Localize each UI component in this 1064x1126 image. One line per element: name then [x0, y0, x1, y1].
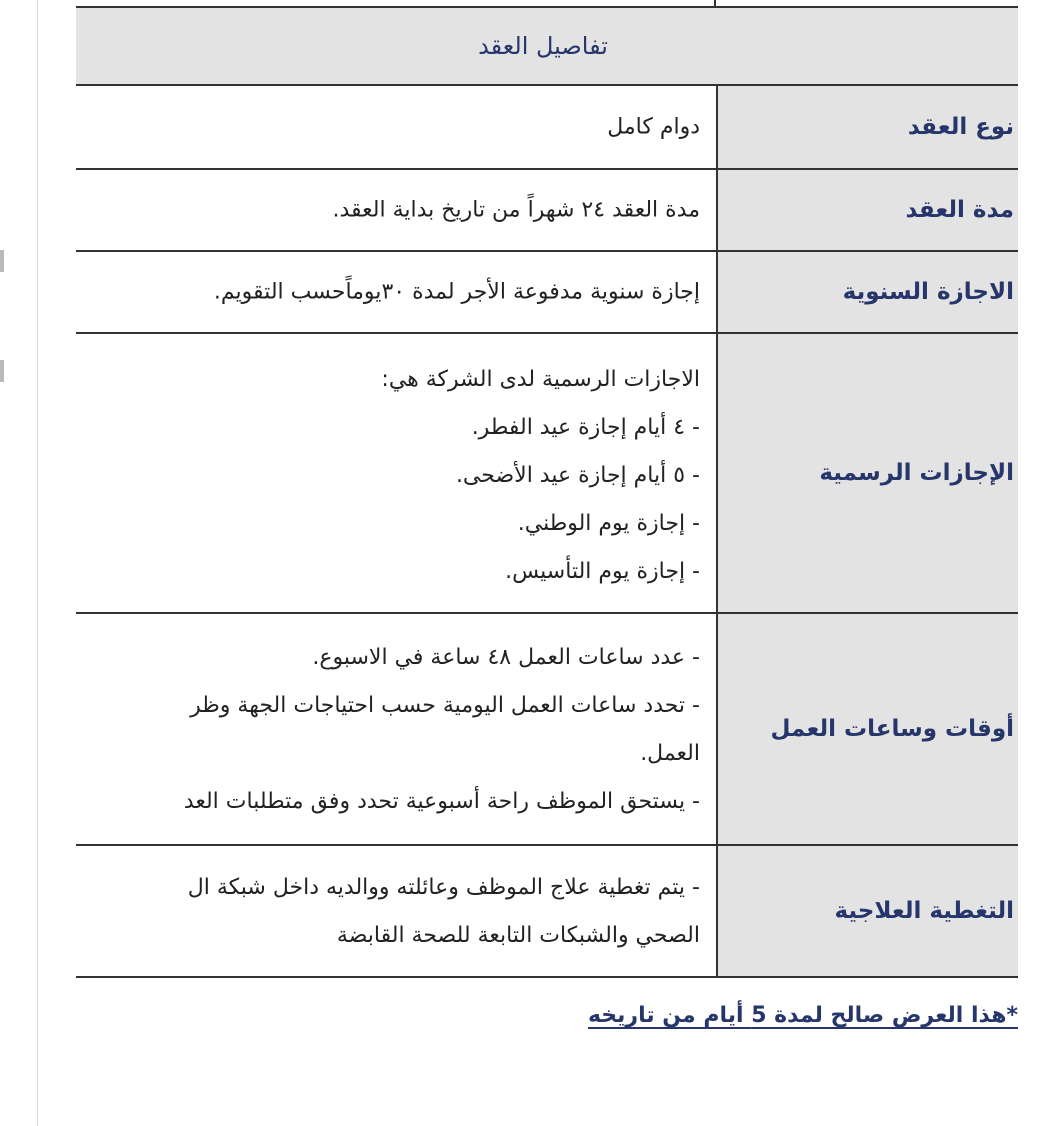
row-value-line: - تحدد ساعات العمل اليومية حسب احتياجات الجهة وظر	[190, 693, 700, 718]
row-value-line: - عدد ساعات العمل ٤٨ ساعة في الاسبوع.	[312, 645, 700, 670]
row-value	[76, 846, 716, 976]
table-row-official-holidays	[76, 334, 1018, 614]
row-label: مدة العقد	[716, 170, 1018, 250]
page-edge	[37, 0, 38, 1126]
row-value	[76, 170, 716, 250]
row-value-line: الصحي والشبكات التابعة للصحة القابضة	[336, 923, 700, 948]
row-label: الإجازات الرسمية	[716, 334, 1018, 612]
row-value-line: إجازة سنوية مدفوعة الأجر لمدة ٣٠يوماًحسب التقويم.	[213, 279, 700, 305]
section-header	[76, 6, 1018, 86]
row-value-line: العمل.	[640, 741, 700, 766]
row-value-line: دوام كامل	[607, 114, 700, 140]
section-title: تفاصيل العقد	[478, 32, 608, 60]
row-value-line: - يستحق الموظف راحة أسبوعية تحدد وفق متطلبات العد	[183, 789, 700, 814]
row-value	[76, 86, 716, 168]
row-value	[76, 614, 716, 844]
row-label: التغطية العلاجية	[716, 846, 1018, 976]
margin-mark	[0, 250, 4, 272]
row-value-line: - ٤ أيام إجازة عيد الفطر.	[471, 415, 700, 440]
offer-validity-note[interactable]: *هذا العرض صالح لمدة 5 أيام من تاريخه	[587, 1003, 1018, 1028]
row-value	[76, 334, 716, 612]
contract-document	[76, 0, 1018, 1126]
table-row-contract-duration	[76, 170, 1018, 252]
row-label: أوقات وساعات العمل	[716, 614, 1018, 844]
table-row-annual-leave	[76, 252, 1018, 334]
row-value-line: - إجازة يوم الوطني.	[517, 511, 700, 536]
row-label: نوع العقد	[716, 86, 1018, 168]
table-row-contract-type	[76, 86, 1018, 170]
table-row-medical-coverage	[76, 846, 1018, 978]
table-row-working-hours	[76, 614, 1018, 846]
row-value-line: - إجازة يوم التأسيس.	[505, 559, 700, 584]
row-value-line: - يتم تغطية علاج الموظف وعائلته ووالديه داخل شبكة ال	[187, 875, 700, 900]
row-label: الاجازة السنوية	[716, 252, 1018, 332]
margin-mark	[0, 360, 4, 382]
row-value-line: الاجازات الرسمية لدى الشركة هي:	[381, 367, 700, 392]
row-value	[76, 252, 716, 332]
row-value-line: مدة العقد ٢٤ شهراً من تاريخ بداية العقد.	[332, 197, 700, 223]
row-value-line: - ٥ أيام إجازة عيد الأضحى.	[455, 463, 700, 488]
